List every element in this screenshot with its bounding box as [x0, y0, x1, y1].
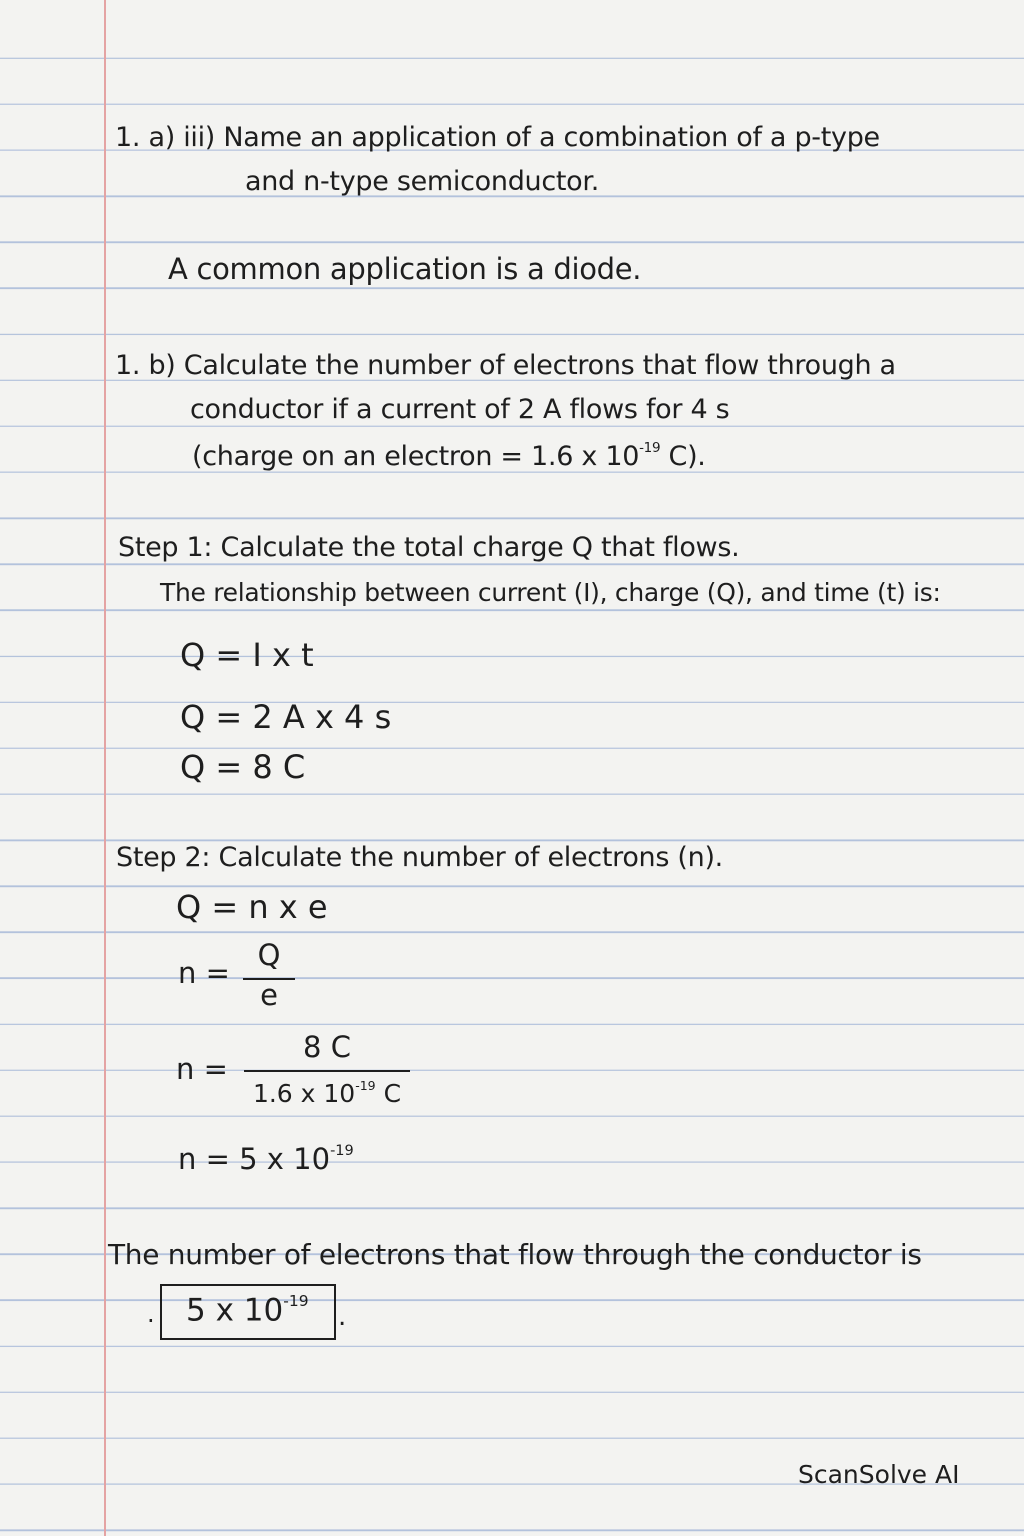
step2-eq3-numerator: 8 C: [303, 1030, 351, 1064]
step2-heading: Step 2: Calculate the number of electrons (n).: [116, 842, 723, 873]
step2-eq4-exp: -19: [330, 1143, 354, 1160]
q1a-line2: and n-type semiconductor.: [245, 166, 599, 197]
step2-eq3-den-pre: 1.6 x 10: [252, 1078, 356, 1108]
q1b-line3: [192, 440, 706, 472]
conclusion-trail-dot: .: [338, 1302, 347, 1332]
q1b-line2: conductor if a current of 2 A flows for 4 s: [190, 394, 730, 425]
step2-eq2-numerator: Q: [257, 938, 281, 972]
step1-eq3: Q = 8 C: [180, 748, 306, 786]
step2-eq4: [178, 1142, 354, 1176]
step2-eq2-denominator: e: [260, 978, 278, 1012]
step2-eq3-fraction-bar: [244, 1070, 410, 1072]
conclusion-text: The number of electrons that flow through the conductor is: [108, 1238, 922, 1271]
step2-eq3-lhs: n =: [176, 1052, 228, 1086]
margin-line: [104, 0, 106, 1536]
q1a-answer: A common application is a diode.: [168, 252, 642, 286]
step1-eq1: Q = I x t: [180, 636, 314, 674]
answer-box: [160, 1284, 336, 1340]
brand-label: ScanSolve AI: [798, 1460, 960, 1489]
step2-eq4-pre: n = 5 x 10: [178, 1142, 331, 1176]
q1b-line1: 1. b) Calculate the number of electrons that flow through a: [115, 350, 896, 381]
step1-eq2: Q = 2 A x 4 s: [180, 698, 392, 736]
step1-text: The relationship between current (I), charge (Q), and time (t) is:: [160, 578, 941, 607]
step2-eq3-denominator: [244, 1078, 410, 1108]
answer-value: [186, 1292, 309, 1329]
step2-eq3-fraction: [244, 1030, 410, 1116]
q1b-line3-post: C).: [660, 440, 706, 472]
step2-eq1: Q = n x e: [176, 888, 328, 926]
answer-pre: 5 x 10: [186, 1292, 284, 1329]
step2-eq2-lhs: n =: [178, 956, 230, 990]
step2-eq3-den-post: C: [375, 1078, 402, 1108]
step2-eq3-den-exp: -19: [355, 1078, 376, 1093]
step1-heading: Step 1: Calculate the total charge Q that flows.: [118, 532, 740, 563]
step2-eq2-fraction: [243, 938, 295, 1014]
q1a-line1: 1. a) iii) Name an application of a combination of a p-type: [115, 122, 880, 153]
q1b-line3-exp: -19: [639, 440, 661, 456]
conclusion-lead-dot: .: [147, 1300, 155, 1328]
answer-exp: -19: [283, 1292, 309, 1310]
q1b-line3-pre: (charge on an electron = 1.6 x 10: [192, 440, 640, 472]
